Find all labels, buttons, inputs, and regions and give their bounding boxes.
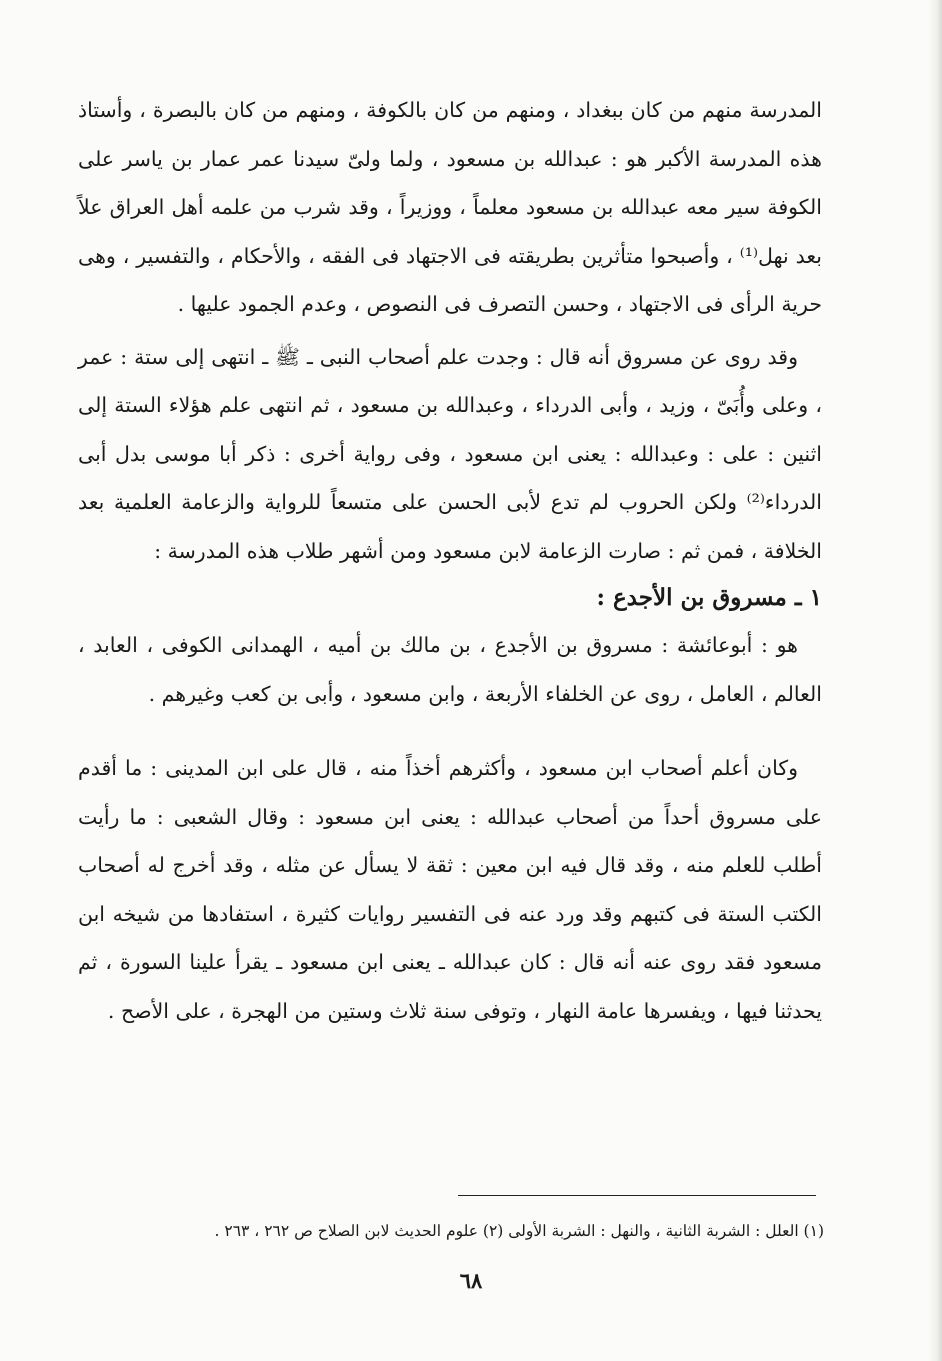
page-number: ٦٨ [459,1268,483,1293]
footnote: (١) العلل : الشربة الثانية ، والنهل : الشربة الأولى (٢) علوم الحديث لابن الصلاح ص ٢٦٢ ، ٢٦٣ . [214,1222,824,1240]
footnote-divider [458,1195,816,1196]
paragraph-4: وكان أعلم أصحاب ابن مسعود ، وأكثرهم أخذاً منه ، قال على ابن المدينى : ما أقدم على مسروق أحداً من أصحاب عبدالله : يعنى ابن مسعود : وقال الشعبى : ما رأيت أطلب للعلم منه ، وقد قال فيه ابن معين : ثقة لا يسأل عن مثله ، وقد أخرج له أصحاب الكتب الستة فى كتبهم وقد ورد عنه فى التفسير روايات كثيرة ، استفادها من شيخه ابن مسعود فقد روى عنه أنه قال : كان عبدالله ـ يعنى ابن مسعود ـ يقرأ علينا السورة ، ثم يحدثنا فيها ، ويفسرها عامة النهار ، وتوفى سنة ثلاث وستين من الهجرة ، على الأصح . [78,756,822,1023]
paragraph-2: وقد روى عن مسروق أنه قال : وجدت علم أصحاب النبى ـ ﷺ ـ انتهى إلى ستة : عمر ، وعلى وأُبَىّ ، وزيد ، وأبى الدرداء ، وعبدالله بن مسعود ، ثم انتهى علم هؤلاء الستة إلى اثنين : على : وعبدالله : يعنى ابن مسعود ، وفى رواية أخرى : ذكر أبا موسى بدل أبى الدرداء⁽²⁾ ولكن الحروب لم تدع لأبى الحسن على متسعاً للرواية والزعامة العلمية بعد الخلافة ، فمن ثم : صارت الزعامة لابن مسعود ومن أشهر طلاب هذه المدرسة : [78,344,822,563]
main-text [78,86,822,1035]
paragraph-1: المدرسة منهم من كان ببغداد ، ومنهم من كان بالكوفة ، ومنهم من كان بالبصرة ، وأستاذ هذه المدرسة الأكبر هو : عبدالله بن مسعود ، ولما ولىّ سيدنا عمر عمار بن ياسر على الكوفة سير معه عبدالله بن مسعود معلماً ، ووزيراً ، وقد شرب من علمه أهل العراق علاً بعد نهل⁽¹⁾ ، وأصبحوا متأثرين بطريقته فى الاجتهاد فى الفقه ، والأحكام ، والتفسير ، وهى حرية الرأى فى الاجتهاد ، وحسن التصرف فى النصوص ، وعدم الجمود عليها . [78,98,822,316]
page-edge-shadow [928,0,942,1361]
section-heading: ١ ـ مسروق بن الأجدع : [596,584,822,611]
paragraph-3: هو : أبوعائشة : مسروق بن الأجدع ، بن مالك بن أميه ، الهمدانى الكوفى ، العابد ، العالم ، العامل ، روى عن الخلفاء الأربعة ، وابن مسعود ، وأبى بن كعب وغيرهم . [78,633,822,706]
